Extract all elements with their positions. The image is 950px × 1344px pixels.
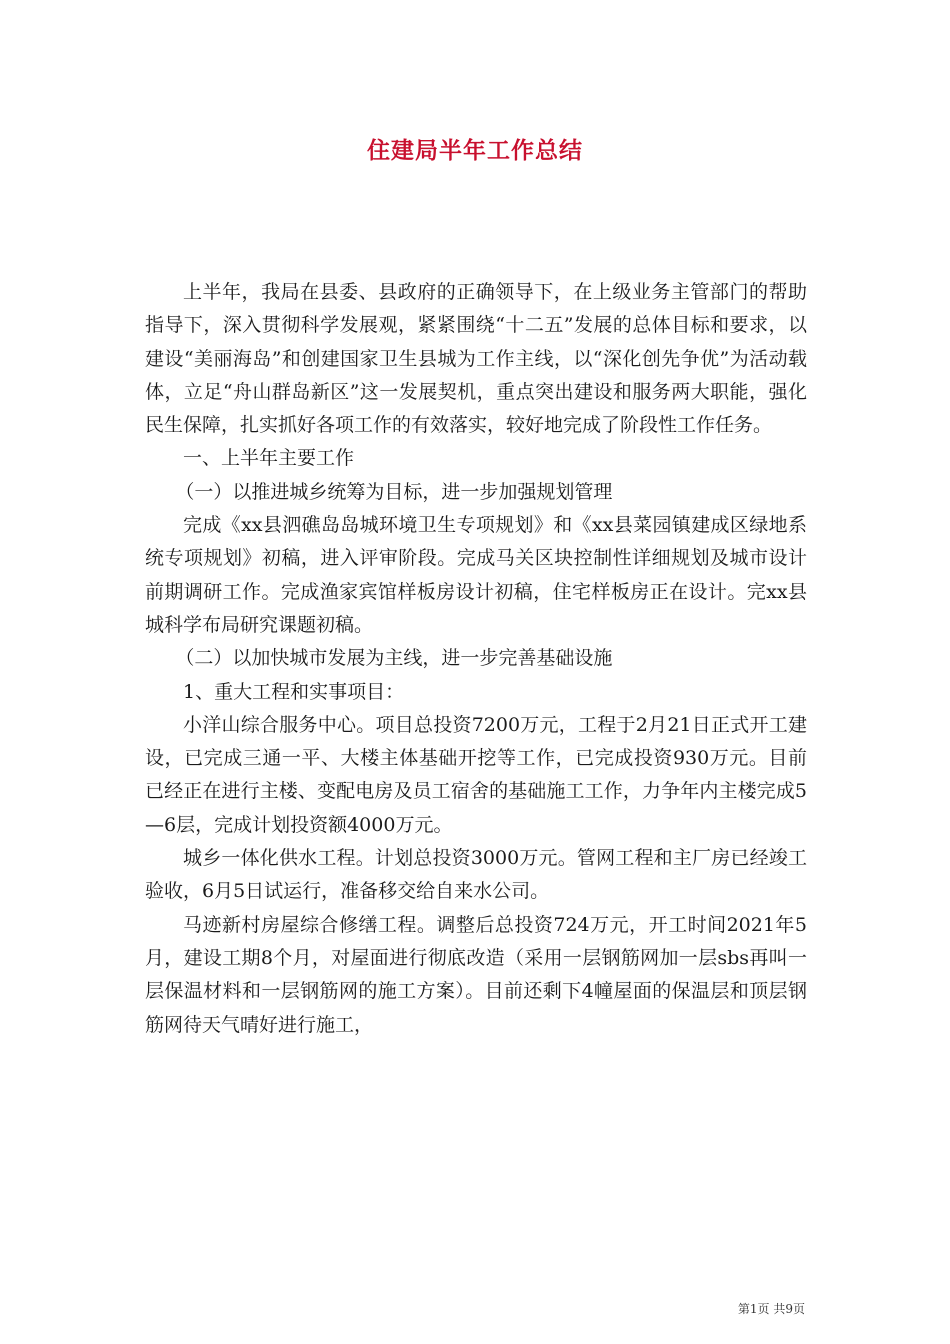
document-body [145,276,807,1042]
intro-paragraph: 上半年，我局在县委、县政府的正确领导下，在上级业务主管部门的帮助指导下，深入贯彻科学发展观，紧紧围绕“十二五”发展的总体目标和要求，以建设“美丽海岛”和创建国家卫生县城为工作主线，以“深化创先争优”为活动载体，立足“舟山群岛新区”这一发展契机，重点突出建设和服务两大职能，强化民生保障，扎实抓好各项工作的有效落实，较好地完成了阶段性工作任务。 [145,281,807,437]
section-heading-1: 一、上半年主要工作 [183,447,355,470]
item-heading-1: 1、重大工程和实事项目： [183,680,405,703]
page-number: 第1页 共9页 [737,1302,805,1316]
subsection-heading-1: （一）以推进城乡统筹为目标，进一步加强规划管理 [175,480,613,503]
project-paragraph-xiaoyangshan: 小洋山综合服务中心。项目总投资7200万元，工程于2月21日正式开工建设，已完成三通一平、大楼主体基础开挖等工作，已完成投资930万元。目前已经正在进行主楼、变配电房及员工宿舍的基础施工工作，力争年内主楼完成5—6层，完成计划投资额4000万元。 [145,713,807,836]
document-title: 住建局半年工作总结 [367,138,583,164]
planning-paragraph: 完成《xx县泗礁岛岛城环境卫生专项规划》和《xx县菜园镇建成区绿地系统专项规划》初稿，进入评审阶段。完成马关区块控制性详细规划及城市设计前期调研工作。完成渔家宾馆样板房设计初稿，住宅样板房正在设计。完xx县城科学布局研究课题初稿。 [145,514,807,636]
subsection-heading-2: （二）以加快城市发展为主线，进一步完善基础设施 [175,647,613,670]
project-paragraph-water-supply: 城乡一体化供水工程。计划总投资3000万元。管网工程和主厂房已经竣工验收，6月5日试运行，准备移交给自来水公司。 [145,847,807,903]
project-paragraph-majixincun: 马迹新村房屋综合修缮工程。调整后总投资724万元，开工时间2021年5月，建设工期8个月，对屋面进行彻底改造（采用一层钢筋网加一层sbs再叫一层保温材料和一层钢筋网的施工方案）。目前还剩下4幢屋面的保温层和顶层钢筋网待天气晴好进行施工， [145,913,807,1036]
